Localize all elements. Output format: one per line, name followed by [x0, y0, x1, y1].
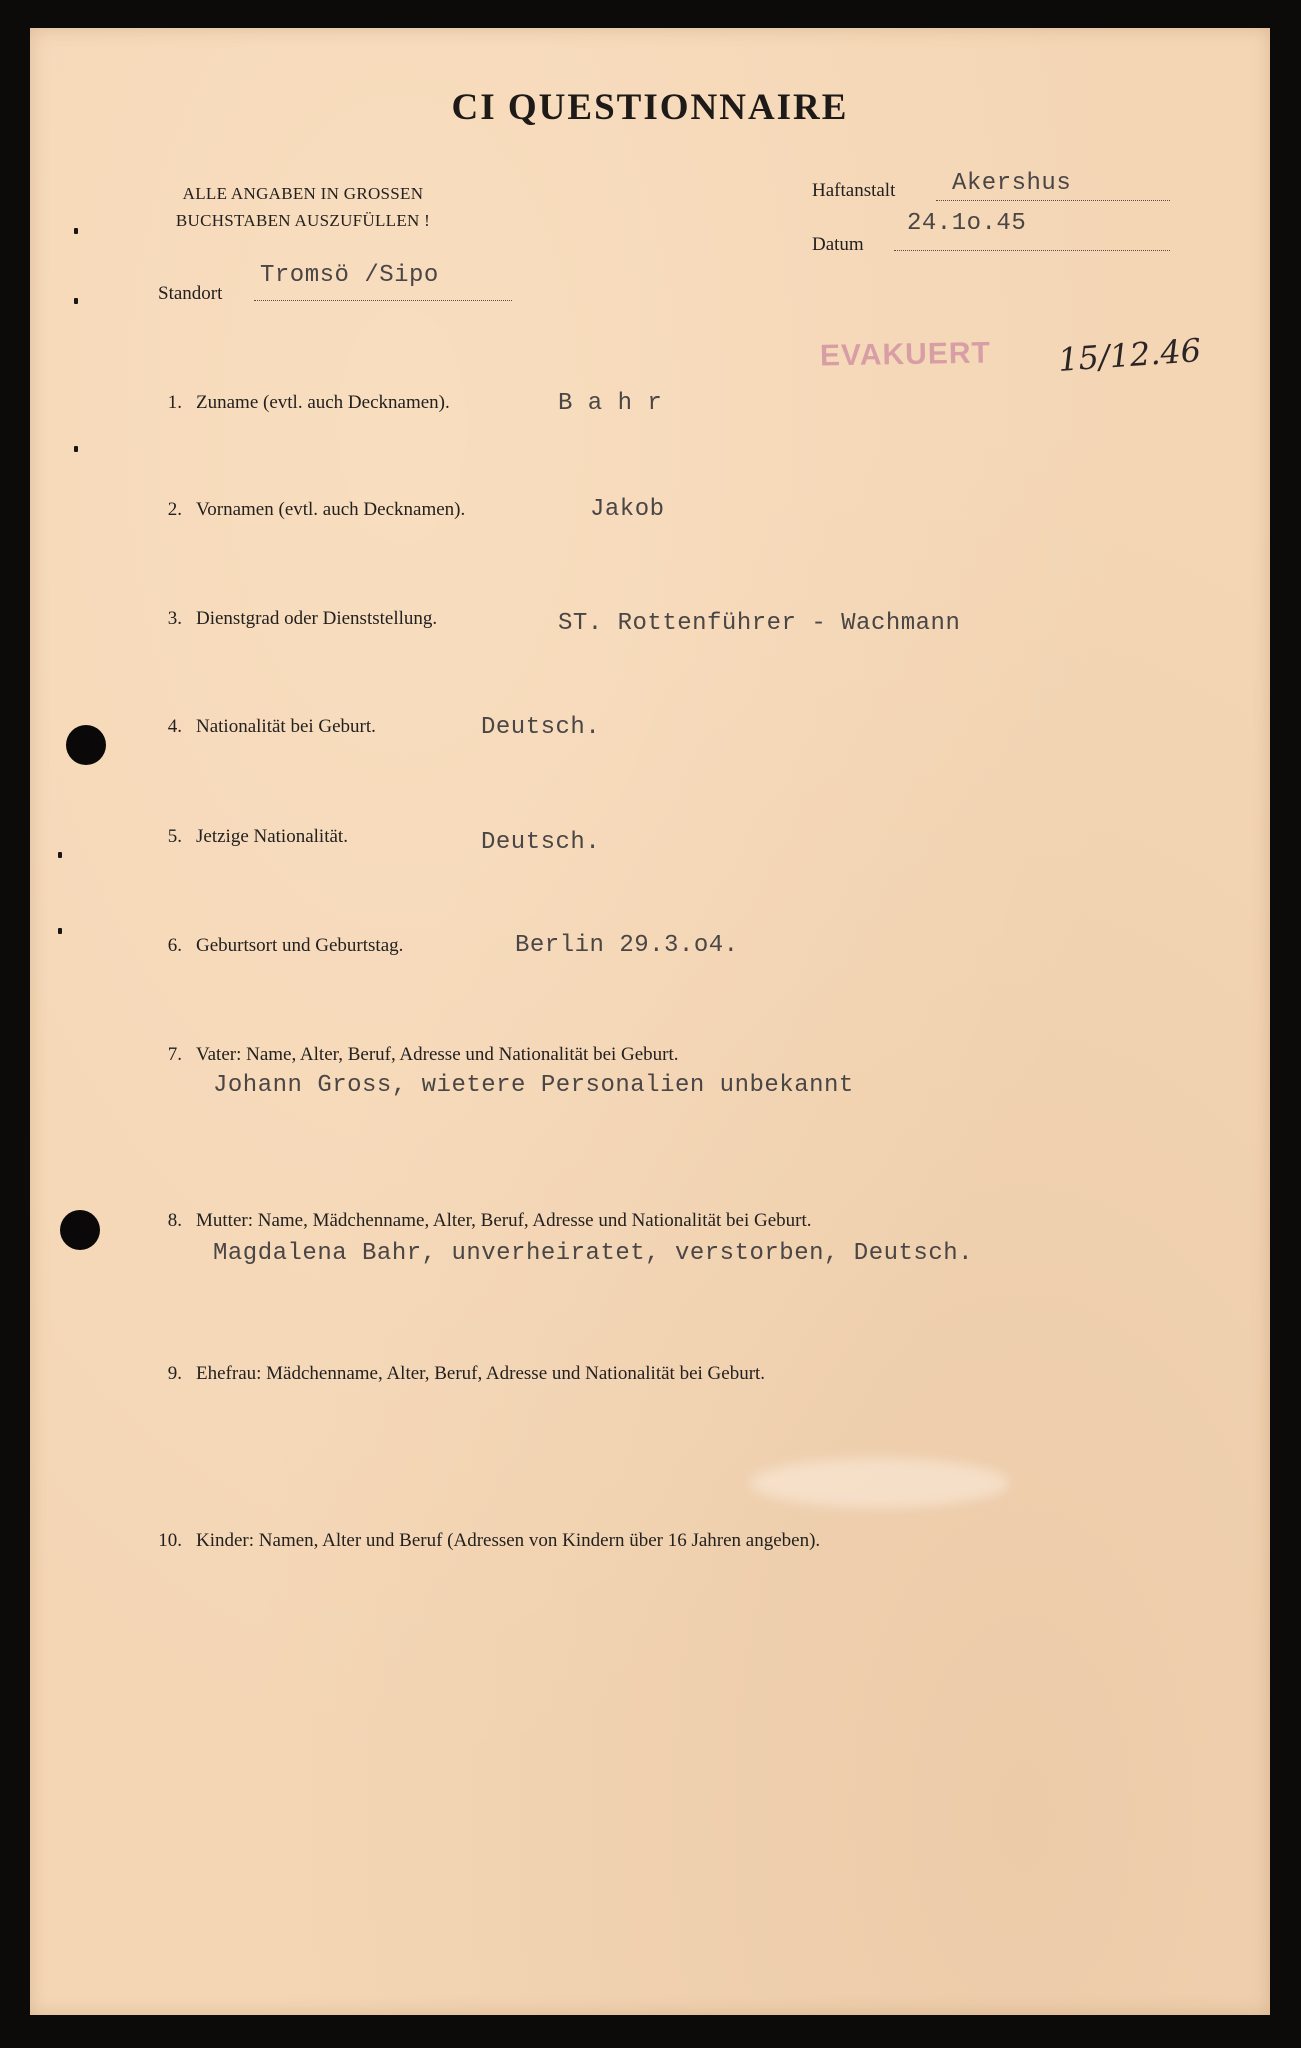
- standort-value: Tromsö /Sipo: [260, 262, 439, 289]
- punch-hole: [60, 1210, 100, 1250]
- punch-hole: [66, 725, 106, 765]
- paper-stain: [750, 1458, 1010, 1508]
- field-8-value: Magdalena Bahr, unverheiratet, verstorben, Deutsch.: [213, 1240, 974, 1267]
- field-3-value: ST. Rottenführer - Wachmann: [558, 610, 961, 637]
- page-title: CI QUESTIONNAIRE: [451, 87, 849, 128]
- haftanstalt-label: Haftanstalt: [812, 180, 896, 201]
- field-1-value: B a h r: [558, 390, 663, 417]
- field-6-label: 6. Geburtsort und Geburtstag.: [167, 935, 404, 956]
- binding-mark: [74, 298, 78, 304]
- handwritten-date: 15/12.46: [1056, 331, 1203, 379]
- field-5-value: Deutsch.: [481, 829, 601, 856]
- field-5-label: 5. Jetzige Nationalität.: [167, 826, 348, 847]
- binding-mark: [74, 228, 78, 234]
- field-4-label: 4. Nationalität bei Geburt.: [167, 716, 376, 737]
- datum-label: Datum: [812, 234, 864, 255]
- evakuert-stamp: EVAKUERT: [819, 336, 992, 373]
- instructions: ALLE ANGABEN IN GROSSEN BUCHSTABEN AUSZUFÜLLEN !: [175, 184, 431, 230]
- field-8-label: 8. Mutter: Name, Mädchenname, Alter, Beruf, Adresse und Nationalität bei Geburt.: [167, 1210, 812, 1231]
- datum-line: [894, 250, 1170, 251]
- field-3-label: 3. Dienstgrad oder Dienststellung.: [167, 608, 438, 629]
- standort-line: [254, 300, 512, 301]
- field-1-label: 1. Zuname (evtl. auch Decknamen).: [167, 392, 450, 413]
- binding-mark: [58, 928, 62, 934]
- field-4-value: Deutsch.: [481, 714, 601, 741]
- field-10-label: 10. Kinder: Namen, Alter und Beruf (Adressen von Kindern über 16 Jahren angeben).: [158, 1530, 821, 1551]
- field-7-label: 7. Vater: Name, Alter, Beruf, Adresse und Nationalität bei Geburt.: [167, 1044, 679, 1065]
- binding-mark: [58, 852, 62, 858]
- field-6-value: Berlin 29.3.o4.: [515, 932, 739, 959]
- haftanstalt-line: [936, 200, 1170, 201]
- field-9-label: 9. Ehefrau: Mädchenname, Alter, Beruf, Adresse und Nationalität bei Geburt.: [167, 1363, 766, 1384]
- field-2-value: Jakob: [590, 496, 665, 523]
- field-2-label: 2. Vornamen (evtl. auch Decknamen).: [167, 499, 466, 520]
- binding-mark: [74, 446, 78, 452]
- questionnaire-page: [30, 28, 1270, 2015]
- haftanstalt-value: Akershus: [952, 170, 1072, 197]
- field-7-value: Johann Gross, wietere Personalien unbekannt: [213, 1072, 854, 1099]
- standort-label: Standort: [158, 283, 223, 304]
- datum-value: 24.1o.45: [907, 210, 1027, 237]
